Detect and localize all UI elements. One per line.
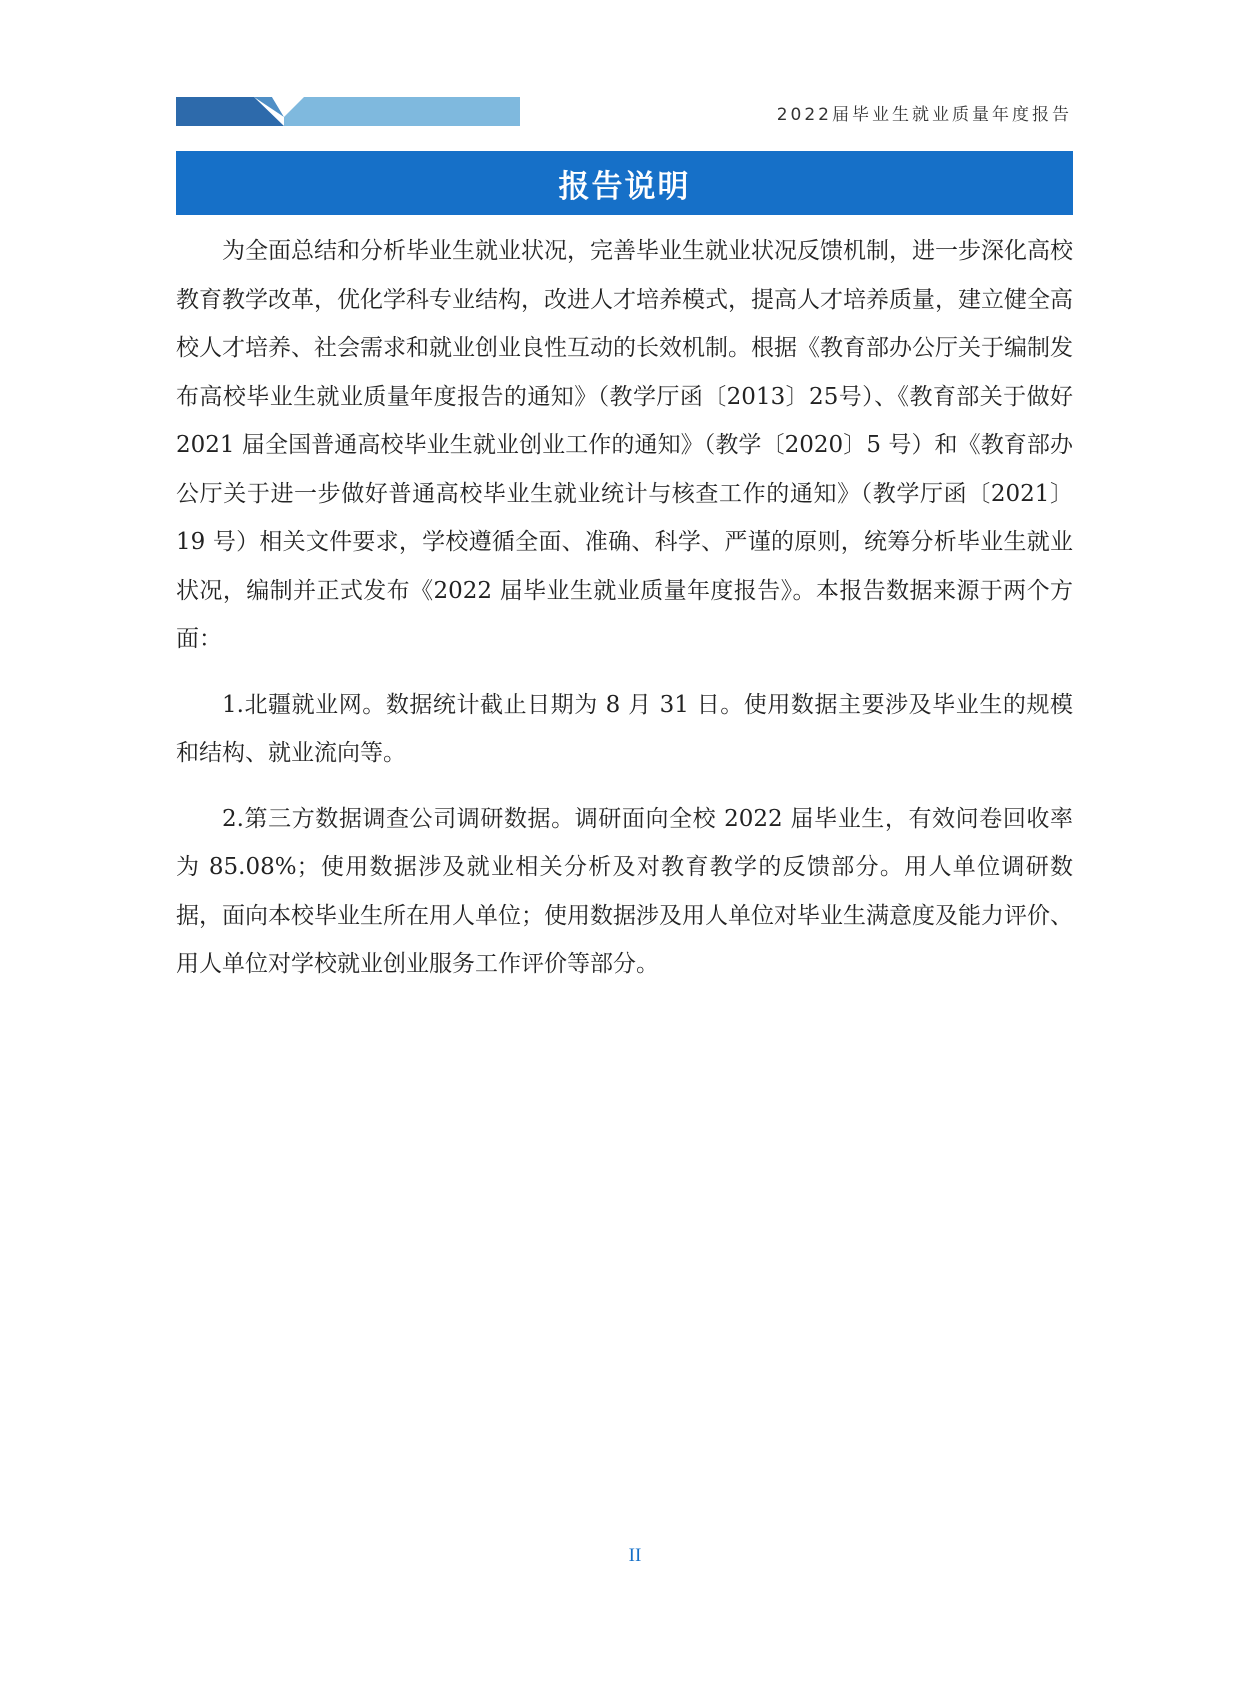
body-paragraph-source-2: 2.第三方数据调查公司调研数据。调研面向全校 2022 届毕业生，有效问卷回收率为 85.08%；使用数据涉及就业相关分析及对教育教学的反馈部分。用人单位调研数据，面向本校毕业生所在用人单位；使用数据涉及用人单位对毕业生满意度及能力评价、用人单位对学校就业创业服务工作评价等部分。 [176,805,1073,977]
header-report-title: 2022届毕业生就业质量年度报告 [776,105,1072,125]
section-title: 报告说明 [558,168,691,205]
header-decorative-band [176,97,520,126]
page-number: II [628,1545,642,1566]
report-body [176,227,1073,989]
section-title-bar [176,151,1073,215]
body-paragraph-source-1: 1.北疆就业网。数据统计截止日期为 8 月 31 日。使用数据主要涉及毕业生的规模和结构、就业流向等。 [176,691,1073,766]
body-paragraph-intro: 为全面总结和分析毕业生就业状况，完善毕业生就业状况反馈机制，进一步深化高校教育教学改革，优化学科专业结构，改进人才培养模式，提高人才培养质量，建立健全高校人才培养、社会需求和就业创业良性互动的长效机制。根据《教育部办公厅关于编制发布高校毕业生就业质量年度报告的通知》（教学厅函〔2013〕25号）、《教育部关于做好 2021 届全国普通高校毕业生就业创业工作的通知》（教学〔2020〕5 号）和《教育部办公厅关于进一步做好普通高校毕业生就业统计与核查工作的通知》（教学厅函〔2021〕19 号）相关文件要求，学校遵循全面、准确、科学、严谨的原则，统筹分析毕业生就业状况，编制并正式发布《2022 届毕业生就业质量年度报告》。本报告数据来源于两个方面： [176,238,1073,652]
header-band-light-segment [284,97,520,126]
